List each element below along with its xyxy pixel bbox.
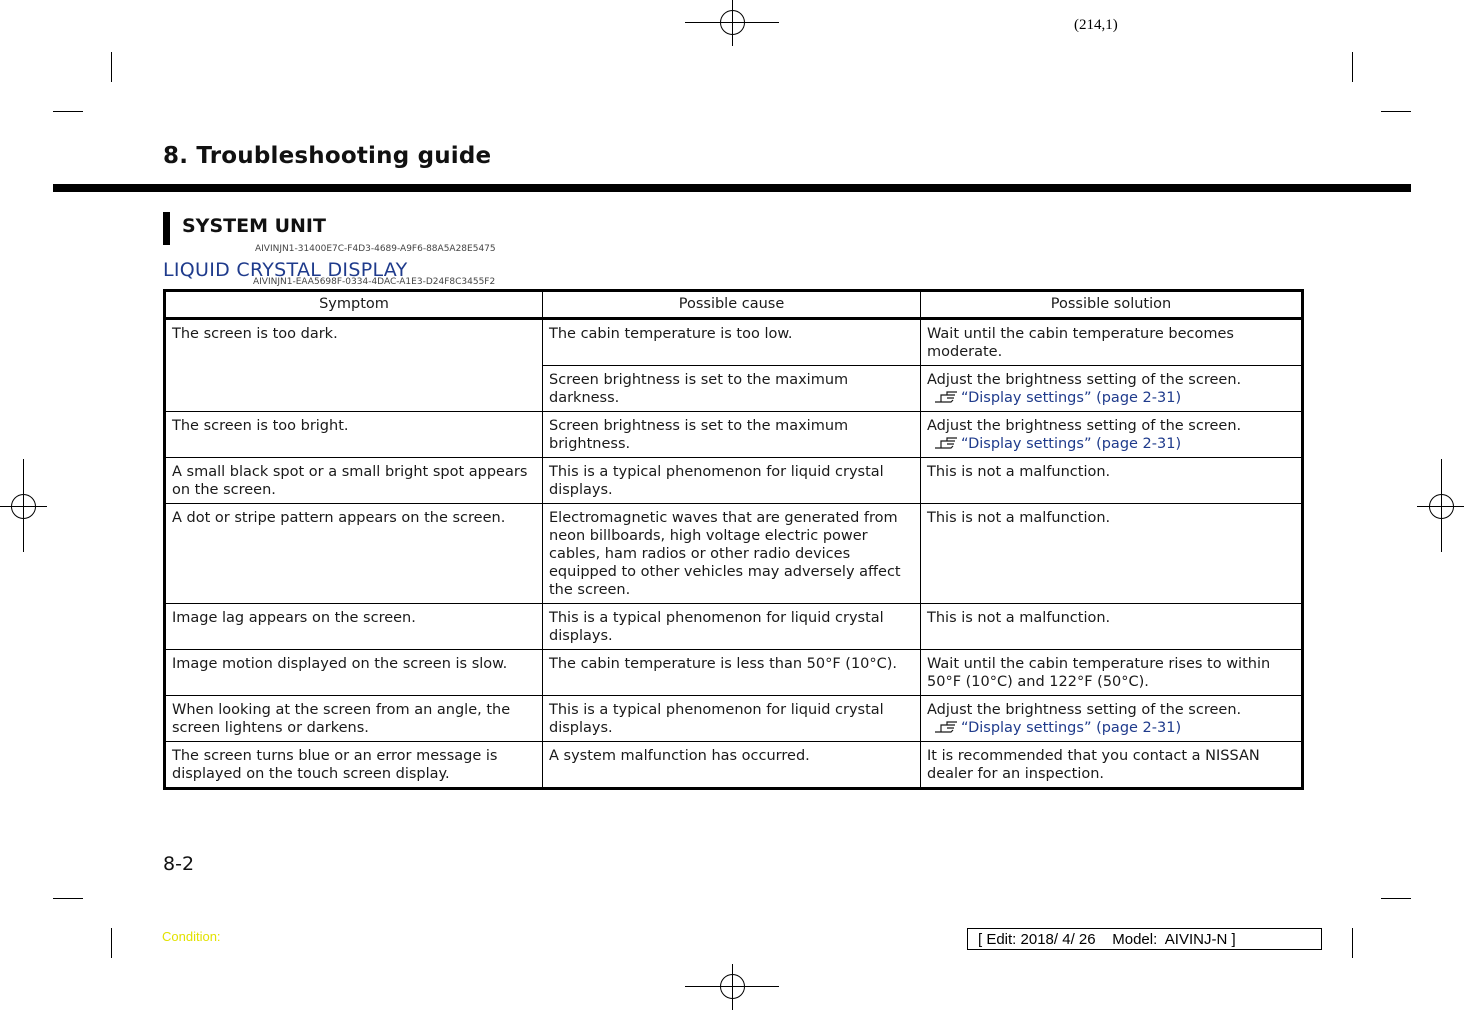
table-row	[165, 604, 1303, 650]
display-settings-link[interactable]	[927, 719, 1297, 737]
solution-cell	[921, 696, 1303, 742]
table-header-row	[165, 291, 1303, 319]
solution-cell	[921, 412, 1303, 458]
symptom-cell: The screen is too dark.	[165, 319, 543, 412]
solution-cell: This is not a malfunction.	[921, 458, 1303, 504]
symptom-cell: Image motion displayed on the screen is slow.	[165, 650, 543, 696]
condition-label: Condition:	[162, 929, 221, 944]
pointing-hand-icon	[933, 389, 961, 405]
cause-cell: This is a typical phenomenon for liquid crystal displays.	[543, 604, 921, 650]
symptom-cell: A dot or stripe pattern appears on the screen.	[165, 504, 543, 604]
table-row	[165, 458, 1303, 504]
section-title: SYSTEM UNIT	[182, 215, 326, 237]
solution-text: Adjust the brightness setting of the screen.	[927, 418, 1242, 434]
symptom-cell: When looking at the screen from an angle, the screen lightens or darkens.	[165, 696, 543, 742]
cause-cell: This is a typical phenomenon for liquid crystal displays.	[543, 458, 921, 504]
display-settings-link[interactable]	[927, 389, 1297, 407]
solution-cell: Wait until the cabin temperature becomes moderate.	[921, 319, 1303, 366]
table-row	[165, 696, 1303, 742]
header-possible-cause: Possible cause	[543, 291, 921, 319]
cause-cell: The cabin temperature is too low.	[543, 319, 921, 366]
table-row	[165, 650, 1303, 696]
solution-cell: Wait until the cabin temperature rises to within 50°F (10°C) and 122°F (50°C).	[921, 650, 1303, 696]
header-possible-solution: Possible solution	[921, 291, 1303, 319]
cause-cell: A system malfunction has occurred.	[543, 742, 921, 789]
xref-text[interactable]: “Display settings” (page 2-31)	[961, 436, 1182, 452]
symptom-cell: The screen turns blue or an error message is displayed on the touch screen display.	[165, 742, 543, 789]
edit-info-box: [ Edit: 2018/ 4/ 26 Model: AIVINJ-N ]	[967, 928, 1322, 950]
page-number: 8-2	[163, 853, 195, 875]
chapter-rule	[53, 184, 1411, 192]
cause-cell: Screen brightness is set to the maximum brightness.	[543, 412, 921, 458]
subsection-title: LIQUID CRYSTAL DISPLAY	[163, 259, 408, 281]
cause-cell: Screen brightness is set to the maximum darkness.	[543, 366, 921, 412]
solution-cell	[921, 366, 1303, 412]
section-doc-id: AIVINJN1-31400E7C-F4D3-4689-A9F6-88A5A28E5475	[255, 244, 496, 254]
table-row	[165, 412, 1303, 458]
solution-cell: This is not a malfunction.	[921, 604, 1303, 650]
display-settings-link[interactable]	[927, 435, 1297, 453]
xref-text[interactable]: “Display settings” (page 2-31)	[961, 720, 1182, 736]
solution-cell: This is not a malfunction.	[921, 504, 1303, 604]
pointing-hand-icon	[933, 435, 961, 451]
subsection-doc-id: AIVINJN1-EAA5698F-0334-4DAC-A1E3-D24F8C3455F2	[253, 277, 496, 287]
section-marker-bar	[163, 212, 170, 245]
cause-cell: The cabin temperature is less than 50°F (10°C).	[543, 650, 921, 696]
solution-text: Adjust the brightness setting of the screen.	[927, 372, 1242, 388]
cause-cell: This is a typical phenomenon for liquid crystal displays.	[543, 696, 921, 742]
chapter-title: 8. Troubleshooting guide	[163, 143, 492, 169]
table-row	[165, 742, 1303, 789]
symptom-cell: The screen is too bright.	[165, 412, 543, 458]
xref-text[interactable]: “Display settings” (page 2-31)	[961, 390, 1182, 406]
pointing-hand-icon	[933, 719, 961, 735]
table-row	[165, 319, 1303, 366]
page-code: (214,1)	[1074, 17, 1118, 33]
cause-cell: Electromagnetic waves that are generated from neon billboards, high voltage electric power cables, ham radios or other radio devices equipped to other vehicles may adversely affect the screen.	[543, 504, 921, 604]
troubleshooting-table	[163, 289, 1304, 790]
solution-cell: It is recommended that you contact a NISSAN dealer for an inspection.	[921, 742, 1303, 789]
table-row	[165, 504, 1303, 604]
header-symptom: Symptom	[165, 291, 543, 319]
symptom-cell: A small black spot or a small bright spot appears on the screen.	[165, 458, 543, 504]
symptom-cell: Image lag appears on the screen.	[165, 604, 543, 650]
solution-text: Adjust the brightness setting of the screen.	[927, 702, 1242, 718]
